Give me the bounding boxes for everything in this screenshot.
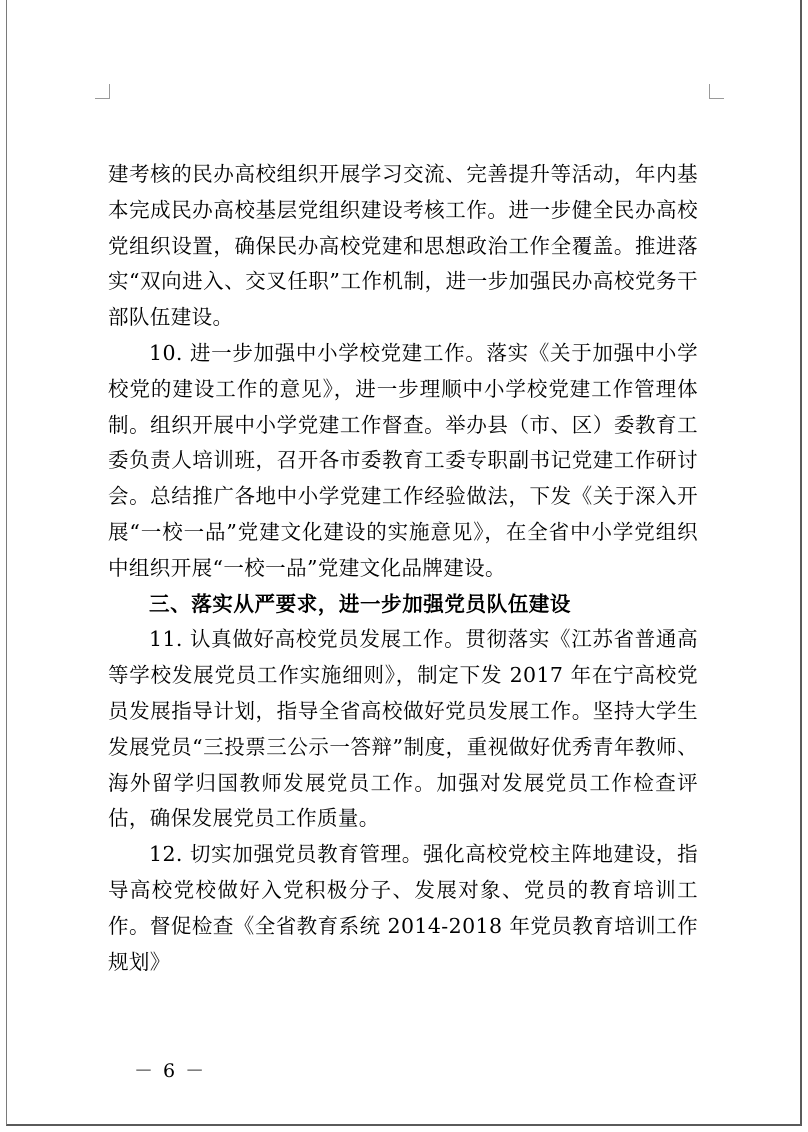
paragraph-item-11: 11. 认真做好高校党员发展工作。贯彻落实《江苏省普通高等学校发展党员工作实施细则》，制定下发 2017 年在宁高校党员发展指导计划，指导全省高校做好党员发展工作。坚持大学生发展党员“三投票三公示一答辩”制度，重视做好优秀青年教师、海外留学归国教师发展党员工作。加强对发展党员工作检查评估，确保发展党员工作质量。: [108, 627, 698, 831]
page-number: － 6 －: [134, 1060, 207, 1082]
paragraph-item-10: 10. 进一步加强中小学校党建工作。落实《关于加强中小学校党的建设工作的意见》，进一步理顺中小学校党建工作管理体制。组织开展中小学党建工作督查。举办县（市、区）委教育工委负责人培训班，召开各市委教育工委专职副书记党建工作研讨会。总结推广各地中小学党建工作经验做法，下发《关于深入开展“一校一品”党建文化建设的实施意见》，在全省中小学党组织中组织开展“一校一品”党建文化品牌建设。: [108, 340, 698, 580]
margin-corner-top-right: [709, 84, 724, 99]
section-heading-3: 三、落实从严要求，进一步加强党员队伍建设: [149, 591, 571, 616]
paragraph-continued: 建考核的民办高校组织开展学习交流、完善提升等活动，年内基本完成民办高校基层党组织建设考核工作。进一步健全民办高校党组织设置，确保民办高校党建和思想政治工作全覆盖。推进落实“双向进入、交叉任职”工作机制，进一步加强民办高校党务干部队伍建设。: [108, 162, 698, 330]
paragraph-item-12: 12. 切实加强党员教育管理。强化高校党校主阵地建设，指导高校党校做好入党积极分子、发展对象、党员的教育培训工作。督促检查《全省教育系统 2014-2018 年党员教育培训工作规划》: [108, 842, 698, 974]
document-body: [108, 157, 698, 980]
viewer-edge: [802, 0, 808, 1132]
margin-corner-top-left: [95, 84, 110, 99]
